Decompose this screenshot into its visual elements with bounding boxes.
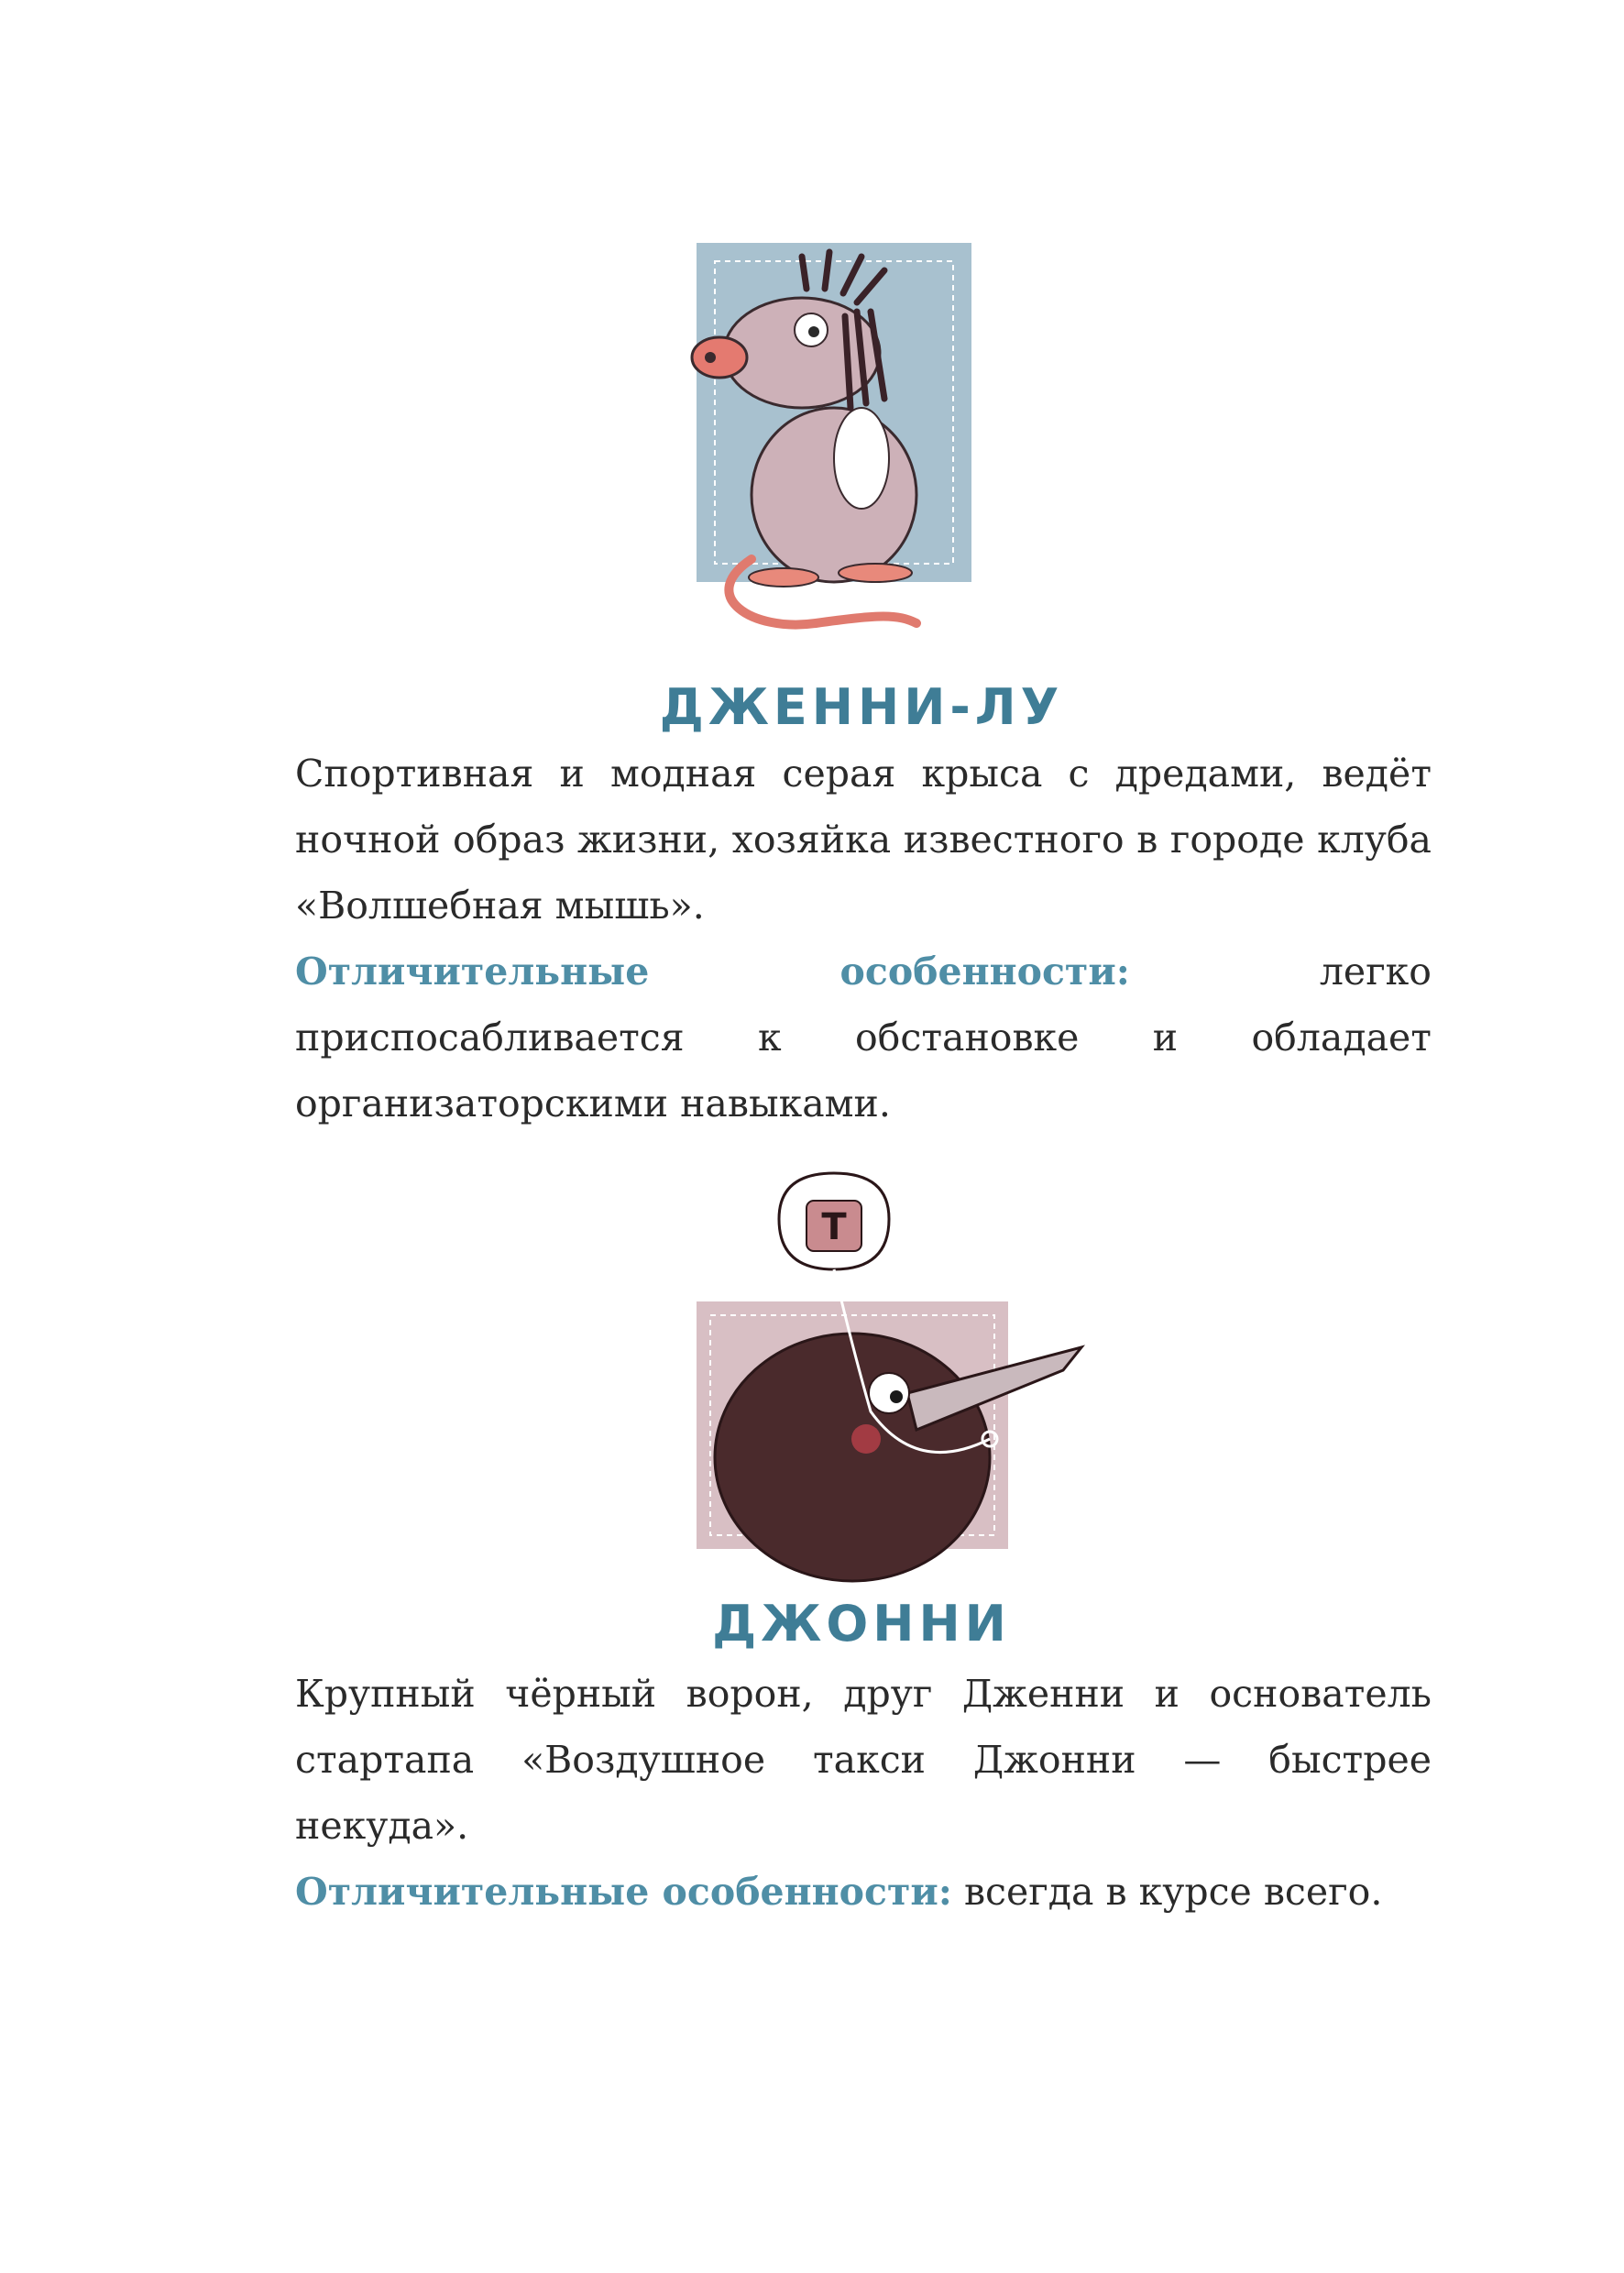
features-label: Отличительные особенности: (295, 950, 1130, 994)
features-text: всегда в курсе всего. (963, 1870, 1383, 1914)
crow-illustration (642, 1164, 1118, 1586)
features-label: Отличительные особенности: (295, 1870, 952, 1914)
features-text: легко приспосабливается к обстановке и обладает организаторскими навыками. (295, 950, 1432, 1126)
character-description-johnny: Крупный чёрный ворон, друг Дженни и основатель стартапа «Воздушное такси Джонни — быстрее некуда». (295, 1672, 1432, 1848)
character-features-johnny (295, 1859, 1432, 1925)
character-name-jenny-lou: ДЖЕННИ-ЛУ (659, 678, 1064, 736)
rat-illustration (642, 220, 1026, 697)
cap-letter: Т (821, 1206, 847, 1248)
character-description-jenny-lou: Спортивная и модная серая крыса с дредами, ведёт ночной образ жизни, хозяйка известного в городе клуба «Волшебная мышь». (295, 752, 1432, 928)
character-features-jenny-lou (295, 939, 1432, 1136)
character-name-johnny: ДЖОННИ (712, 1595, 1011, 1653)
